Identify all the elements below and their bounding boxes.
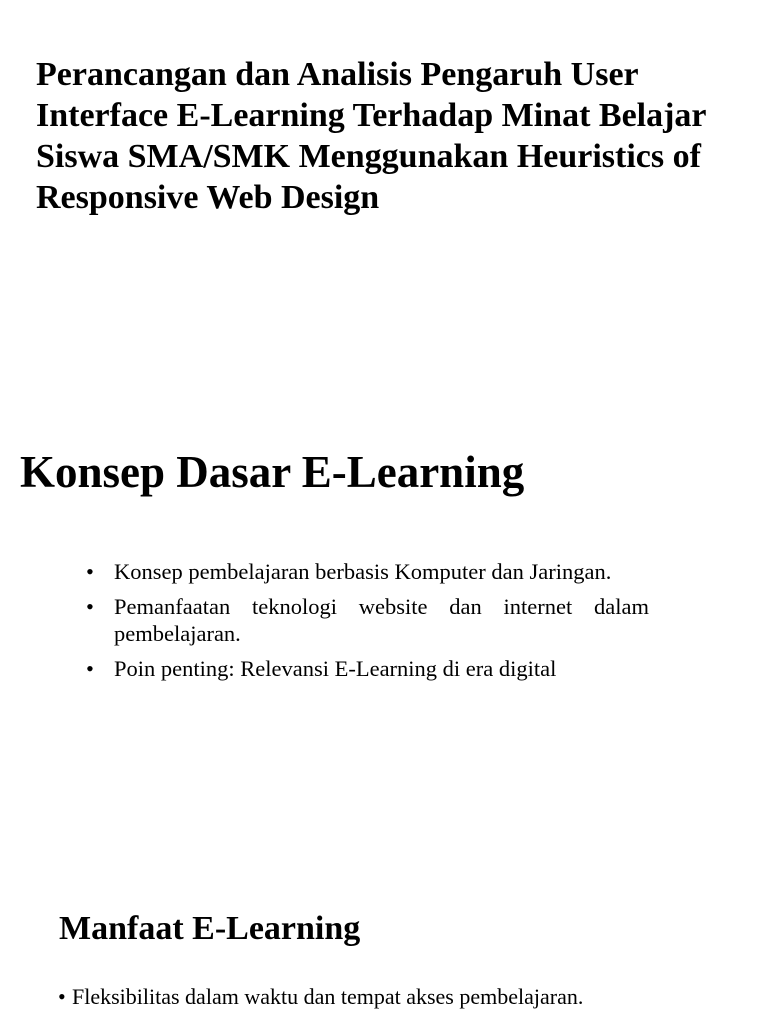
concept-bullet-item bbox=[84, 593, 649, 647]
bullet-icon: • bbox=[58, 984, 66, 1009]
bullet-icon: • bbox=[86, 559, 94, 584]
concept-slide bbox=[0, 430, 768, 750]
title-slide bbox=[0, 0, 768, 270]
concept-bullet-item bbox=[84, 558, 649, 585]
document-title: Perancangan dan Analisis Pengaruh User Interface E-Learning Terhadap Minat Belajar Siswa SMA/SMK Menggunakan Heuristics of Responsive Web Design bbox=[36, 56, 706, 216]
benefit-slide bbox=[0, 890, 768, 1024]
concept-bullet-list bbox=[84, 558, 649, 690]
benefit-bullet-item bbox=[58, 982, 738, 1012]
bullet-icon: • bbox=[86, 656, 94, 681]
benefit-bullet-list bbox=[58, 982, 738, 1012]
bullet-icon: • bbox=[86, 594, 94, 619]
concept-bullet-text: Konsep pembelajaran berbasis Komputer dan Jaringan. bbox=[114, 559, 612, 584]
concept-bullet-text: Poin penting: Relevansi E-Learning di era digital bbox=[114, 656, 557, 681]
concept-bullet-item bbox=[84, 655, 649, 682]
benefit-heading: Manfaat E-Learning bbox=[59, 910, 361, 947]
benefit-bullet-text: Fleksibilitas dalam waktu dan tempat akses pembelajaran. bbox=[72, 984, 584, 1009]
concept-heading: Konsep Dasar E-Learning bbox=[20, 447, 525, 497]
concept-bullet-text: Pemanfaatan teknologi website dan internet dalam pembelajaran. bbox=[114, 594, 649, 646]
